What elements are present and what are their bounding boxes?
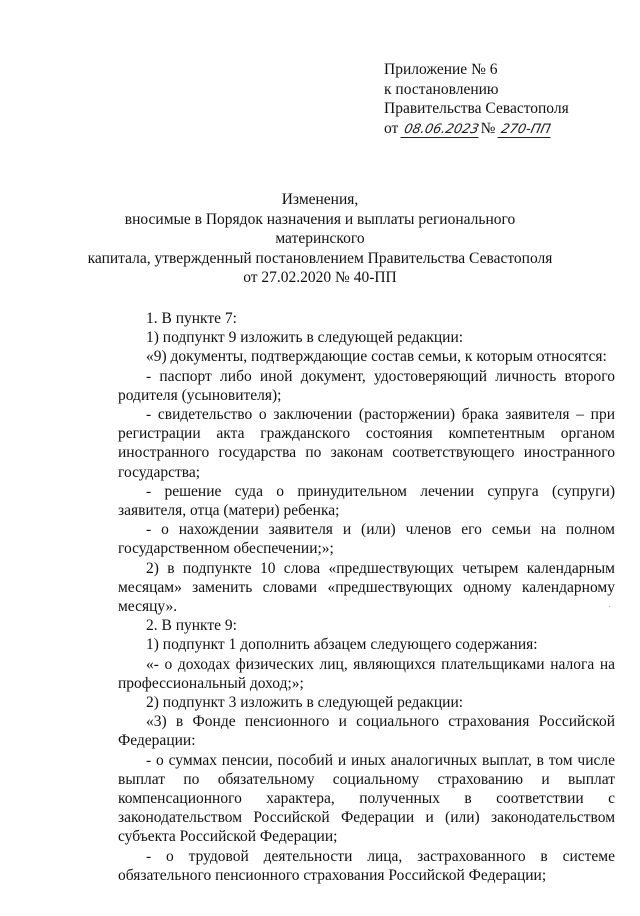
paragraph: - о нахождении заявителя и (или) членов его семьи на полном государственном обеспечении;»;: [118, 521, 615, 558]
paragraph: 2. В пункте 9:: [146, 617, 237, 635]
scan-speck: ·: [608, 602, 612, 613]
attachment-line-2: к постановлению: [384, 80, 499, 98]
handwritten-date: 08.06.2023: [401, 123, 483, 138]
paragraph: - свидетельство о заключении (расторжении) брака заявителя – при регистрации акта гражданского состояния компетентным органом иностранного государства по законам соответствующего иностранного государства;: [118, 406, 615, 481]
attachment-header: [384, 60, 624, 138]
paragraph: 2) подпункт 3 изложить в следующей редакции:: [146, 694, 464, 712]
document-title: [80, 190, 560, 288]
title-line-1: Изменения,: [281, 191, 359, 208]
paragraph: 1) подпункт 9 изложить в следующей редакции:: [146, 329, 464, 347]
paragraph: «3) в Фонде пенсионного и социального страхования Российской Федерации:: [118, 713, 615, 750]
attachment-line-3: Правительства Севастополя: [384, 100, 569, 117]
title-line-2: вносимые в Порядок назначения и выплаты регионального материнского: [124, 210, 516, 247]
number-sign: №: [480, 119, 496, 137]
paragraph: 1. В пункте 7:: [146, 310, 237, 327]
title-line-4: от 27.02.2020 № 40-ПП: [243, 269, 397, 286]
paragraph: 2) в подпункте 10 слова «предшествующих четырем календарным месяцам» заменить словами «предшествующих одному календарному месяцу».: [118, 559, 615, 616]
date-prefix: от: [384, 119, 399, 137]
paragraph: - о трудовой деятельности лица, застрахованного в системе обязательного пенсионного страхования Российской Федерации;: [118, 847, 615, 884]
paragraph: «9) документы, подтверждающие состав семьи, к которым относятся:: [146, 348, 607, 366]
handwritten-number: 270-ПП: [498, 123, 554, 138]
paragraph: - паспорт либо иной документ, удостоверяющий личность второго родителя (усыновителя);: [118, 367, 615, 404]
paragraph: 1) подпункт 1 дополнить абзацем следующего содержания:: [146, 636, 538, 654]
document-body: [118, 309, 615, 885]
attachment-date-line: [384, 119, 624, 139]
title-line-3: капитала, утвержденный постановлением Правительства Севастополя: [87, 249, 553, 267]
attachment-title: Приложение № 6: [384, 61, 498, 78]
paragraph: «- о доходах физических лиц, являющихся плательщиками налога на профессиональный доход;»;: [118, 655, 615, 692]
paragraph: - о суммах пенсии, пособий и иных аналогичных выплат, в том числе выплат по обязательному социальному страхованию и выплат компенсационного характера, полученных в соответствии с законодательством Российской Федерации и (или) законодательством субъекта Российской Федерации;: [118, 751, 615, 846]
paragraph: - решение суда о принудительном лечении супруга (супруги) заявителя, отца (матери) ребенка;: [118, 482, 615, 520]
